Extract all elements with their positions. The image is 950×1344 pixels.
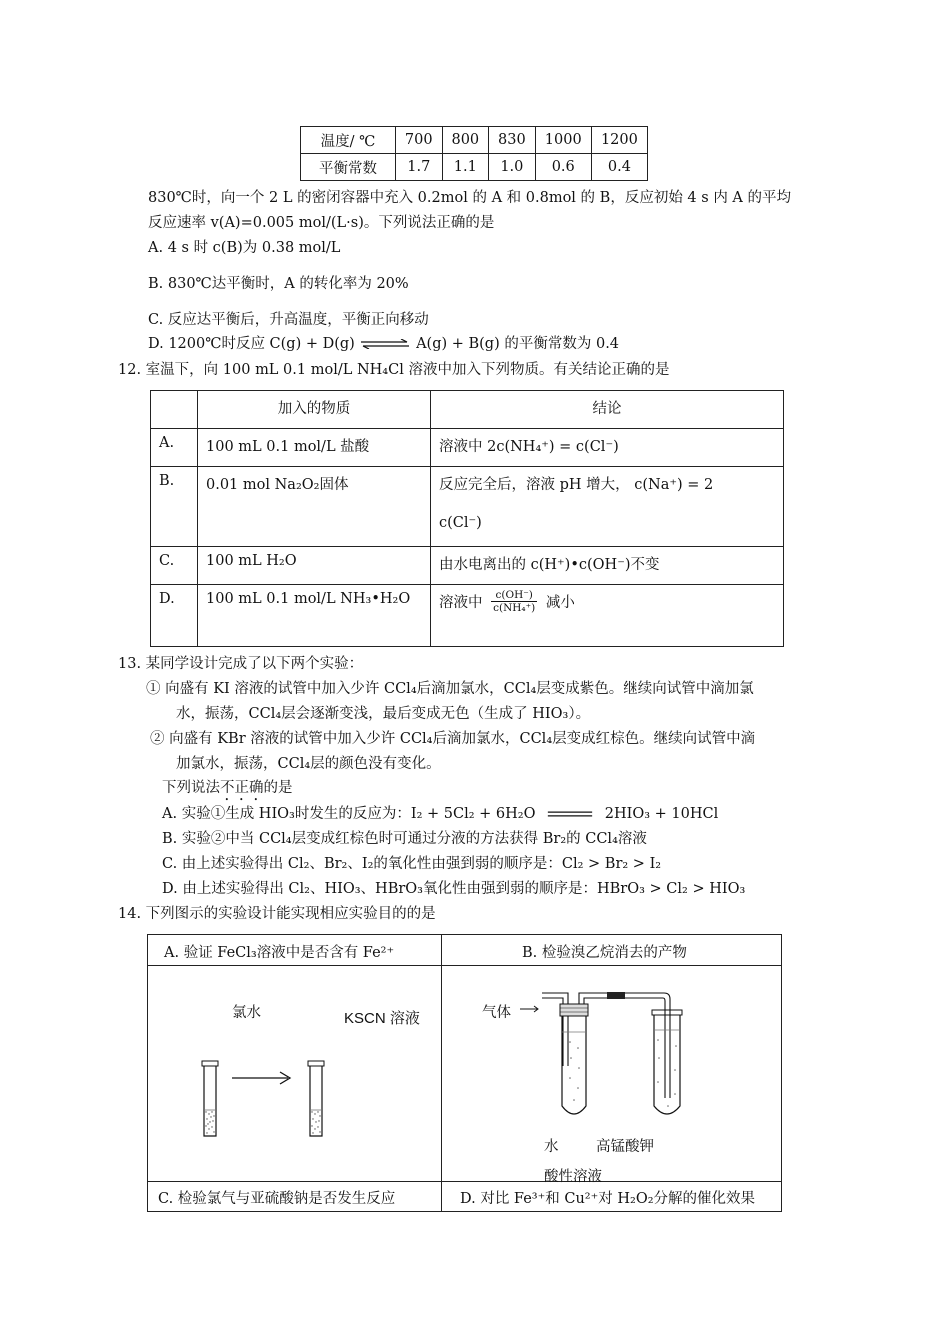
q13-option-d: D. 由上述实验得出 Cl₂、HIO₃、HBrO₃氧化性由强到弱的顺序是：HBrO₃ > Cl₂ > HIO₃ (162, 881, 746, 897)
label-chlorine-water: 氯水 (232, 1005, 261, 1021)
table-row (151, 467, 784, 547)
arrow-icon (232, 1072, 290, 1084)
row-conclusion (431, 467, 784, 547)
row-substance: 0.01 mol Na₂O₂固体 (198, 467, 431, 547)
q11-option-d-left: D. 1200℃时反应 C(g) + D(g) (148, 336, 355, 352)
row-label: A. (151, 429, 198, 467)
fraction-numerator: c(OH⁻) (491, 589, 537, 602)
q13-option-c: C. 由上述实验得出 Cl₂、Br₂、I₂的氧化性由强到弱的顺序是：Cl₂ > Br₂ > I₂ (162, 856, 662, 872)
row-substance: 100 mL 0.1 mol/L 盐酸 (198, 429, 431, 467)
table-header: 结论 (431, 391, 784, 429)
wash-bottle-tube-icon (542, 992, 662, 1114)
kmno4-tube-icon (652, 993, 682, 1114)
row-label: D. (151, 585, 198, 647)
q12-table (150, 390, 784, 647)
q11-stem-line2: 反应速率 v(A)=0.005 mol/(L·s)。下列说法正确的是 (148, 215, 495, 231)
conclusion-line: 反应完全后，溶液 pH 增大， c(Na⁺) = 2 (439, 477, 714, 493)
table-cell: 平衡常数 (301, 154, 396, 181)
q14-grid (147, 934, 782, 1212)
table-row (301, 127, 648, 154)
label-kscn: KSCN 溶液 (344, 1010, 420, 1027)
table-cell: 1.0 (489, 154, 536, 181)
table-cell: 1200 (591, 127, 647, 154)
row-substance: 100 mL 0.1 mol/L NH₃•H₂O (198, 585, 431, 647)
table-cell: 1.7 (396, 154, 443, 181)
q11-option-b: B. 830℃达平衡时，A 的转化率为 20% (148, 276, 409, 292)
label-acidic-solution: 酸性溶液 (544, 1169, 602, 1185)
conclusion-suffix: 减小 (545, 595, 575, 611)
table-cell: 0.4 (591, 154, 647, 181)
table-cell: 0.6 (535, 154, 591, 181)
row-substance: 100 mL H₂O (198, 547, 431, 585)
q11-stem-line1: 830℃时，向一个 2 L 的密闭容器中充入 0.2mol 的 A 和 0.8mol 的 B，反应初始 4 s 内 A 的平均 (148, 190, 792, 206)
label-gas-text: 气体 (482, 1005, 511, 1021)
q13-option-b: B. 实验②中当 CCl₄层变成红棕色时可通过分液的方法获得 Br₂的 CCl₄溶液 (162, 831, 647, 847)
cell-c-title: C. 检验氯气与亚硫酸钠是否发生反应 (158, 1191, 396, 1207)
q13-option-a (162, 802, 718, 823)
q11-option-c: C. 反应达平衡后，升高温度，平衡正向移动 (148, 312, 429, 328)
q13-question (162, 776, 293, 804)
fraction (491, 589, 537, 614)
emphasis-text: 不正确 (220, 780, 264, 796)
question-text: 的是 (263, 780, 293, 796)
q11-option-d-right: A(g) + B(g) 的平衡常数为 0.4 (416, 336, 620, 352)
q12-stem: 12. 室温下，向 100 mL 0.1 mol/L NH₄Cl 溶液中加入下列物质。有关结论正确的是 (118, 362, 670, 378)
row-label: C. (151, 547, 198, 585)
q13-exp2-line1: ② 向盛有 KBr 溶液的试管中加入少许 CCl₄后滴加氯水，CCl₄层变成红棕色。继续向试管中滴 (150, 731, 756, 747)
table-row (151, 547, 784, 585)
cell-b-title: B. 检验溴乙烷消去的产物 (522, 945, 687, 961)
q13-exp2-line2: 加氯水，振荡，CCl₄层的颜色没有变化。 (176, 756, 441, 772)
equals-sign-icon (546, 809, 594, 819)
row-conclusion: 由水电离出的 c(H⁺)•c(OH⁻)不变 (431, 547, 784, 585)
table-cell: 830 (489, 127, 536, 154)
table-row (151, 429, 784, 467)
q13-exp1-line2: 水，振荡，CCl₄层会逐渐变浅，最后变成无色（生成了 HIO₃）。 (176, 706, 591, 722)
q13-option-a-right: 2HIO₃ + 10HCl (604, 806, 719, 822)
equilibrium-arrow-icon (359, 339, 411, 349)
gas-arrow-icon (520, 1006, 538, 1012)
conclusion-line: c(Cl⁻) (439, 515, 482, 531)
table-cell: 温度/ ℃ (301, 127, 396, 154)
test-tube-icon (202, 1061, 218, 1136)
table-cell: 800 (442, 127, 489, 154)
grid-divider (148, 1181, 781, 1182)
test-tube-a-figure (148, 966, 441, 1181)
table-cell: 700 (396, 127, 443, 154)
table-cell: 1.1 (442, 154, 489, 181)
cell-a-title: A. 验证 FeCl₃溶液中是否含有 Fe²⁺ (164, 945, 395, 961)
label-kmno4: 高锰酸钾 (596, 1139, 654, 1155)
table-row (151, 585, 784, 647)
q11-option-d (148, 332, 619, 353)
table-row (151, 391, 784, 429)
equilibrium-table (300, 126, 648, 181)
q13-exp1-line1: ① 向盛有 KI 溶液的试管中加入少许 CCl₄后滴加氯水，CCl₄层变成紫色。继续向试管中滴加氯 (146, 681, 754, 697)
table-row (301, 154, 648, 181)
q13-option-a-left: A. 实验①生成 HIO₃时发生的反应为：I₂ + 5Cl₂ + 6H₂O (162, 806, 536, 822)
table-cell: 1000 (535, 127, 591, 154)
cell-d-title: D. 对比 Fe³⁺和 Cu²⁺对 H₂O₂分解的催化效果 (460, 1191, 756, 1207)
row-conclusion: 溶液中 2c(NH₄⁺) = c(Cl⁻) (431, 429, 784, 467)
table-header (151, 391, 198, 429)
conclusion-prefix: 溶液中 (439, 595, 483, 611)
row-conclusion (431, 585, 784, 647)
q14-stem: 14. 下列图示的实验设计能实现相应实验目的的是 (118, 906, 436, 922)
test-tube-icon (308, 1061, 324, 1136)
question-text: 下列说法 (162, 780, 220, 796)
row-label: B. (151, 467, 198, 547)
q13-stem: 13. 某同学设计完成了以下两个实验： (118, 656, 364, 672)
table-header: 加入的物质 (198, 391, 431, 429)
label-water: 水 (544, 1139, 559, 1155)
fraction-denominator: c(NH₄⁺) (493, 602, 536, 614)
q11-option-a: A. 4 s 时 c(B)为 0.38 mol/L (148, 240, 341, 256)
